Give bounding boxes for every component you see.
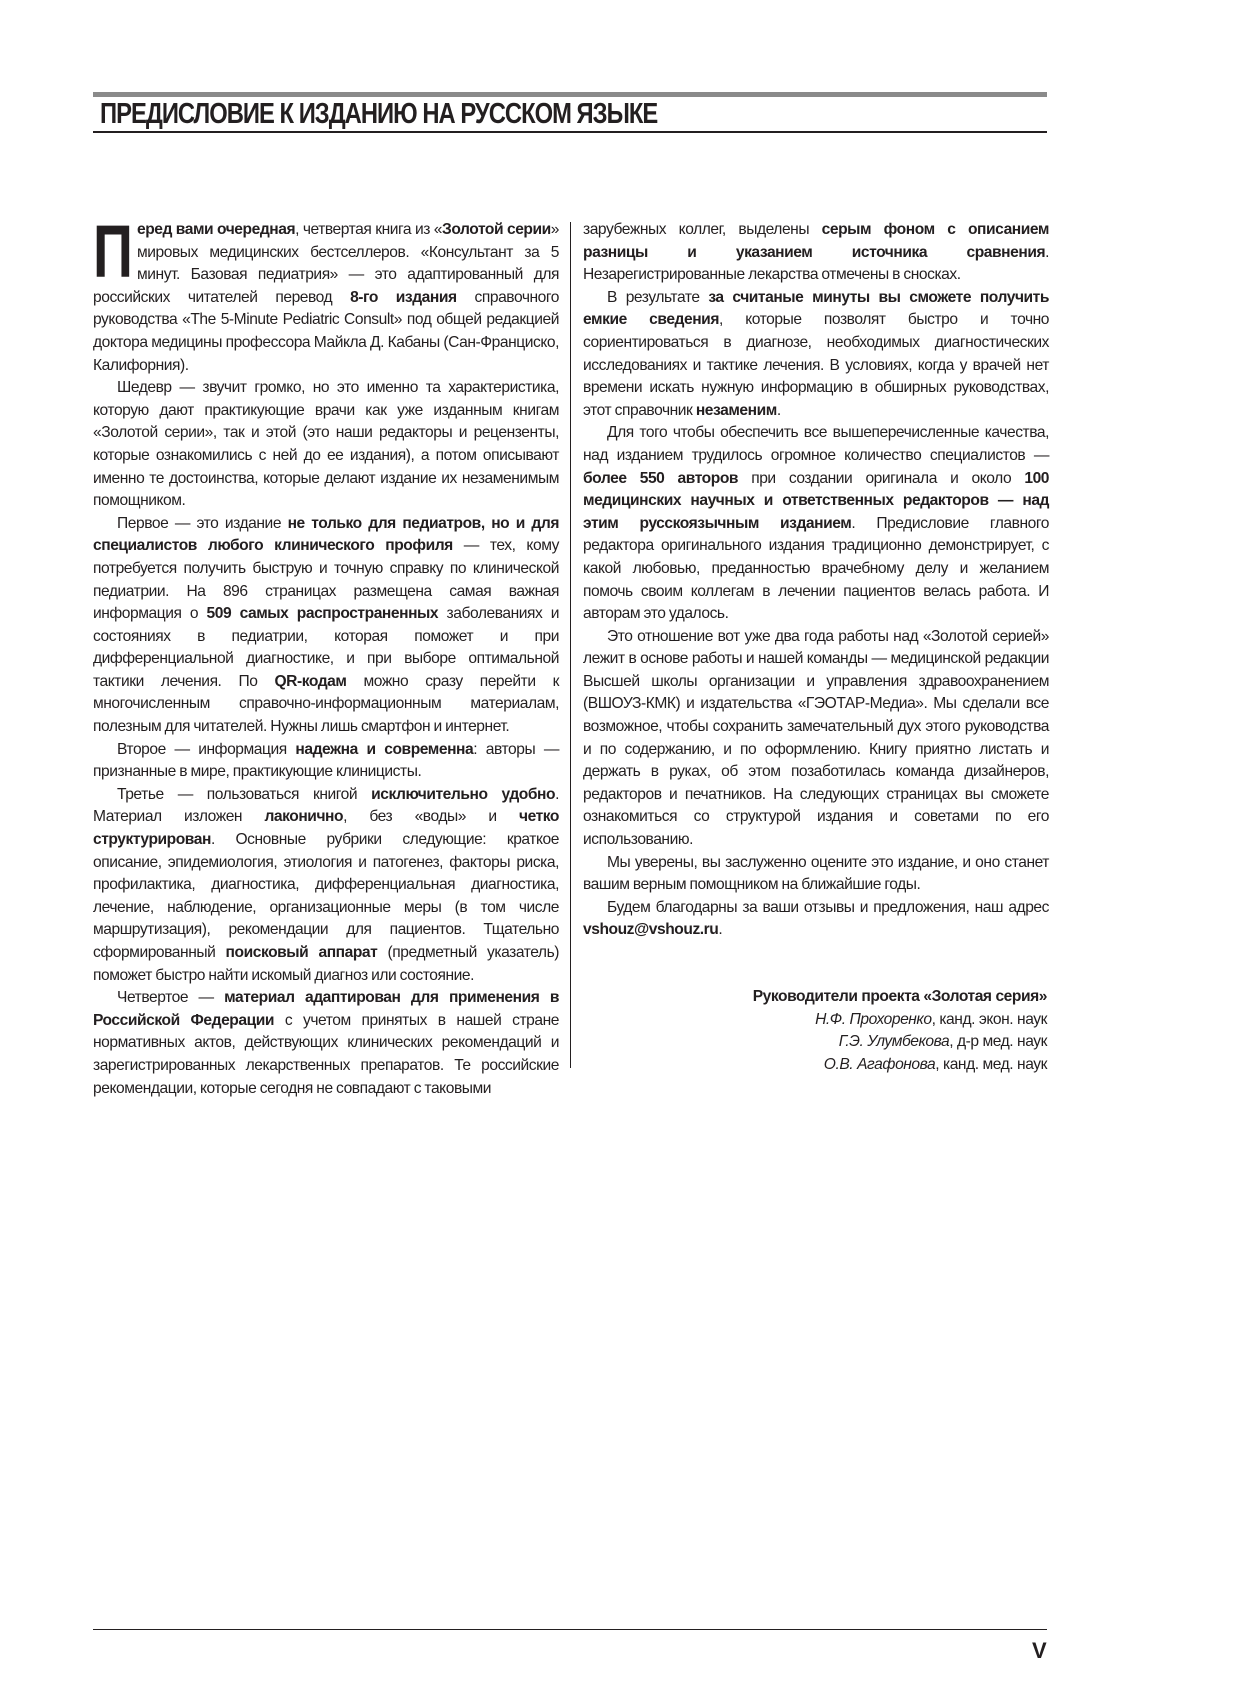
paragraph: [583, 626, 1049, 852]
signature-person: Г.Э. Улумбекова, д-р мед. наук: [838, 1033, 1047, 1051]
bold-text: 509 самых распространенных: [206, 605, 439, 623]
bold-text: не только для педиатров, но и для специалистов любого клинического профиля: [93, 514, 559, 555]
text-run: . Материал изложен: [93, 785, 559, 826]
right-column: [583, 219, 1049, 942]
paragraph: [583, 422, 1049, 625]
text-run: при создании оригинала и около: [738, 469, 1025, 487]
bold-text: четко структурирован: [93, 808, 559, 849]
text-run: . Незарегистрированные лекарства отмечены в сносках.: [583, 243, 1049, 284]
bold-text: Золотой серии: [442, 221, 551, 238]
text-run: (предметный указатель) поможет быстро найти искомый диагноз или состояние.: [93, 944, 559, 984]
text-run: : авторы — признанные в мире, практикующие клиницисты.: [93, 740, 560, 781]
text-run: Третье — пользоваться книгой: [117, 785, 372, 803]
drop-cap: П: [93, 210, 133, 293]
signature-block: [753, 986, 1047, 1076]
text-run: — тех, кому потребуется получить быструю и точную справку по клинической педиатрии. На 896 страницах размещена самая важная информация о: [93, 537, 559, 623]
bold-text: за считаные минуты вы сможете получить емкие сведения: [583, 288, 1050, 329]
text-run: » мировых медицинских бестселлеров. «Консультант за 5 минут. Базовая педиатрия» — это адаптированный для российских читателей перевод: [93, 221, 559, 306]
paragraph: [583, 897, 1049, 942]
text-run: Четвертое —: [117, 989, 225, 1007]
text-run: В результате: [607, 288, 709, 306]
bold-text: поисковый аппарат: [225, 944, 378, 961]
paragraph: [93, 784, 559, 987]
text-run: заболеваниях и состояниях в педиатрии, которая поможет и при дифференциальной диагностике, и при выборе оптимальной тактики лечения. По: [93, 605, 559, 690]
bold-text: исключительно удобно: [371, 785, 556, 803]
signature-person: Н.Ф. Прохоренко, канд. экон. наук: [815, 1010, 1047, 1028]
text-run: .: [718, 921, 723, 939]
bold-text: QR-кодам: [274, 672, 347, 690]
text-run: Будем благодарны за ваши отзывы и предложения, наш адрес: [607, 898, 1049, 916]
footer-rule: [93, 1629, 1047, 1630]
text-run: . Основные рубрики следующие: краткое описание, эпидемиология, этиология и патогенез, факторы риска, профилактика, диагностика, дифференциальная диагностика, лечение, наблюдение, организационные меры (в том числе маршрутизация), рекомендации для пациентов. Тщательно сформированный: [93, 831, 559, 961]
signature-heading: Руководители проекта «Золотая серия»: [752, 988, 1047, 1005]
paragraph: [583, 219, 1049, 287]
bold-text: лаконично: [264, 808, 344, 826]
header-rule-gray: [93, 92, 1047, 97]
text-run: Второе — информация: [117, 740, 296, 758]
paragraph: [93, 210, 560, 377]
text-run: справочного руководства «The 5-Minute Pediatric Consult» под общей редакцией доктора медицины профессора Майкла Д. Кабаны (Сан-Франциско, Калифорния).: [93, 288, 560, 374]
page-number: V: [1032, 1638, 1047, 1663]
paragraph: [93, 513, 559, 739]
bold-text: еред вами очередная: [137, 221, 296, 238]
header-rule: [93, 131, 1047, 133]
text-run: Для того чтобы обеспечить все вышеперечисленные качества, над изданием трудилось огромное количество специалистов —: [583, 424, 1049, 464]
bold-text: vshouz@vshouz.ru: [583, 921, 719, 939]
paragraph: [583, 287, 1049, 423]
paragraph: [93, 377, 559, 513]
text-run: Мы уверены, вы заслуженно оцените это издание, и оно станет вашим верным помощником на ближайшие годы.: [583, 853, 1049, 894]
page-title: ПРЕДИСЛОВИЕ К ИЗДАНИЮ НА РУССКОМ ЯЗЫКЕ: [100, 98, 658, 130]
paragraph: [583, 852, 1049, 897]
signature-person: О.В. Агафонова, канд. мед. наук: [823, 1055, 1047, 1073]
text-run: , без «воды» и: [343, 808, 519, 826]
text-run: .: [776, 401, 781, 419]
text-run: Это отношение вот уже два года работы над «Золотой серией» лежит в основе работы и нашей команды — медицинской редакции Высшей школы организации и управления здравоохранением (ВШОУЗ-КМК) и издательства «ГЭОТАР-Медиа». Мы сделали все возможное, чтобы сохранить замечательный дух этого руководства и по содержанию, и по оформлению. Книгу приятно листать и держать в руках, об этом позаботилась команда дизайнеров, редакторов и печатников. На следующих страницах вы сможете ознакомиться со структурой издания и советами по его использованию.: [583, 627, 1049, 849]
paragraph: [93, 987, 559, 1100]
bold-text: серым фоном с описанием разницы и указанием источника сравнения: [583, 221, 1049, 261]
text-run: можно сразу перейти к многочисленным справочно-информационным материалам, полезным для читателей. Нужны лишь смартфон и интернет.: [93, 672, 559, 736]
bold-text: 8-го издания: [350, 288, 457, 306]
text-run: Первое — это издание: [117, 514, 288, 532]
bold-text: более 550 авторов: [583, 469, 739, 487]
left-column: [93, 210, 560, 1100]
text-run: , четвертая книга из «: [295, 221, 442, 238]
text-run: Шедевр — звучит громко, но это именно та характеристика, которую дают практикующие врачи как уже изданным книгам «Золотой серии», так и этой (это наши редакторы и рецензенты, которые ознакомились с ней до ее издания), а потом описывают именно те достоинства, которые делают издание их незаменимым помощником.: [93, 379, 559, 510]
bold-text: незаменим: [695, 401, 777, 419]
paragraph: [93, 739, 559, 784]
text-run: с учетом принятых в нашей стране нормативных актов, действующих клинических рекомендаций и зарегистрированных лекарственных препаратов. Те российские рекомендации, которые сегодня не совпадают с таковыми: [93, 1011, 560, 1097]
text-run: , которые позволят быстро и точно сориентироваться в диагнозе, необходимых диагностических исследованиях и тактике лечения. В условиях, когда у врачей нет времени искать нужную информацию в обширных руководствах, этот справочник: [583, 311, 1050, 419]
bold-text: 100 медицинских научных и ответственных редакторов — над этим русскоязычным изданием: [583, 469, 1050, 532]
bold-text: материал адаптирован для применения в Российской Федерации: [93, 989, 559, 1029]
text-run: . Предисловие главного редактора оригинального издания традиционно демонстрирует, с какой любовью, преданностью врачебному делу и желанием помочь своим коллегам в лечении пациентов велась работа. И авторам это удалось.: [583, 514, 1049, 623]
text-run: зарубежных коллег, выделены: [583, 221, 822, 238]
bold-text: надежна и современна: [295, 740, 474, 758]
column-divider: [570, 222, 571, 1068]
